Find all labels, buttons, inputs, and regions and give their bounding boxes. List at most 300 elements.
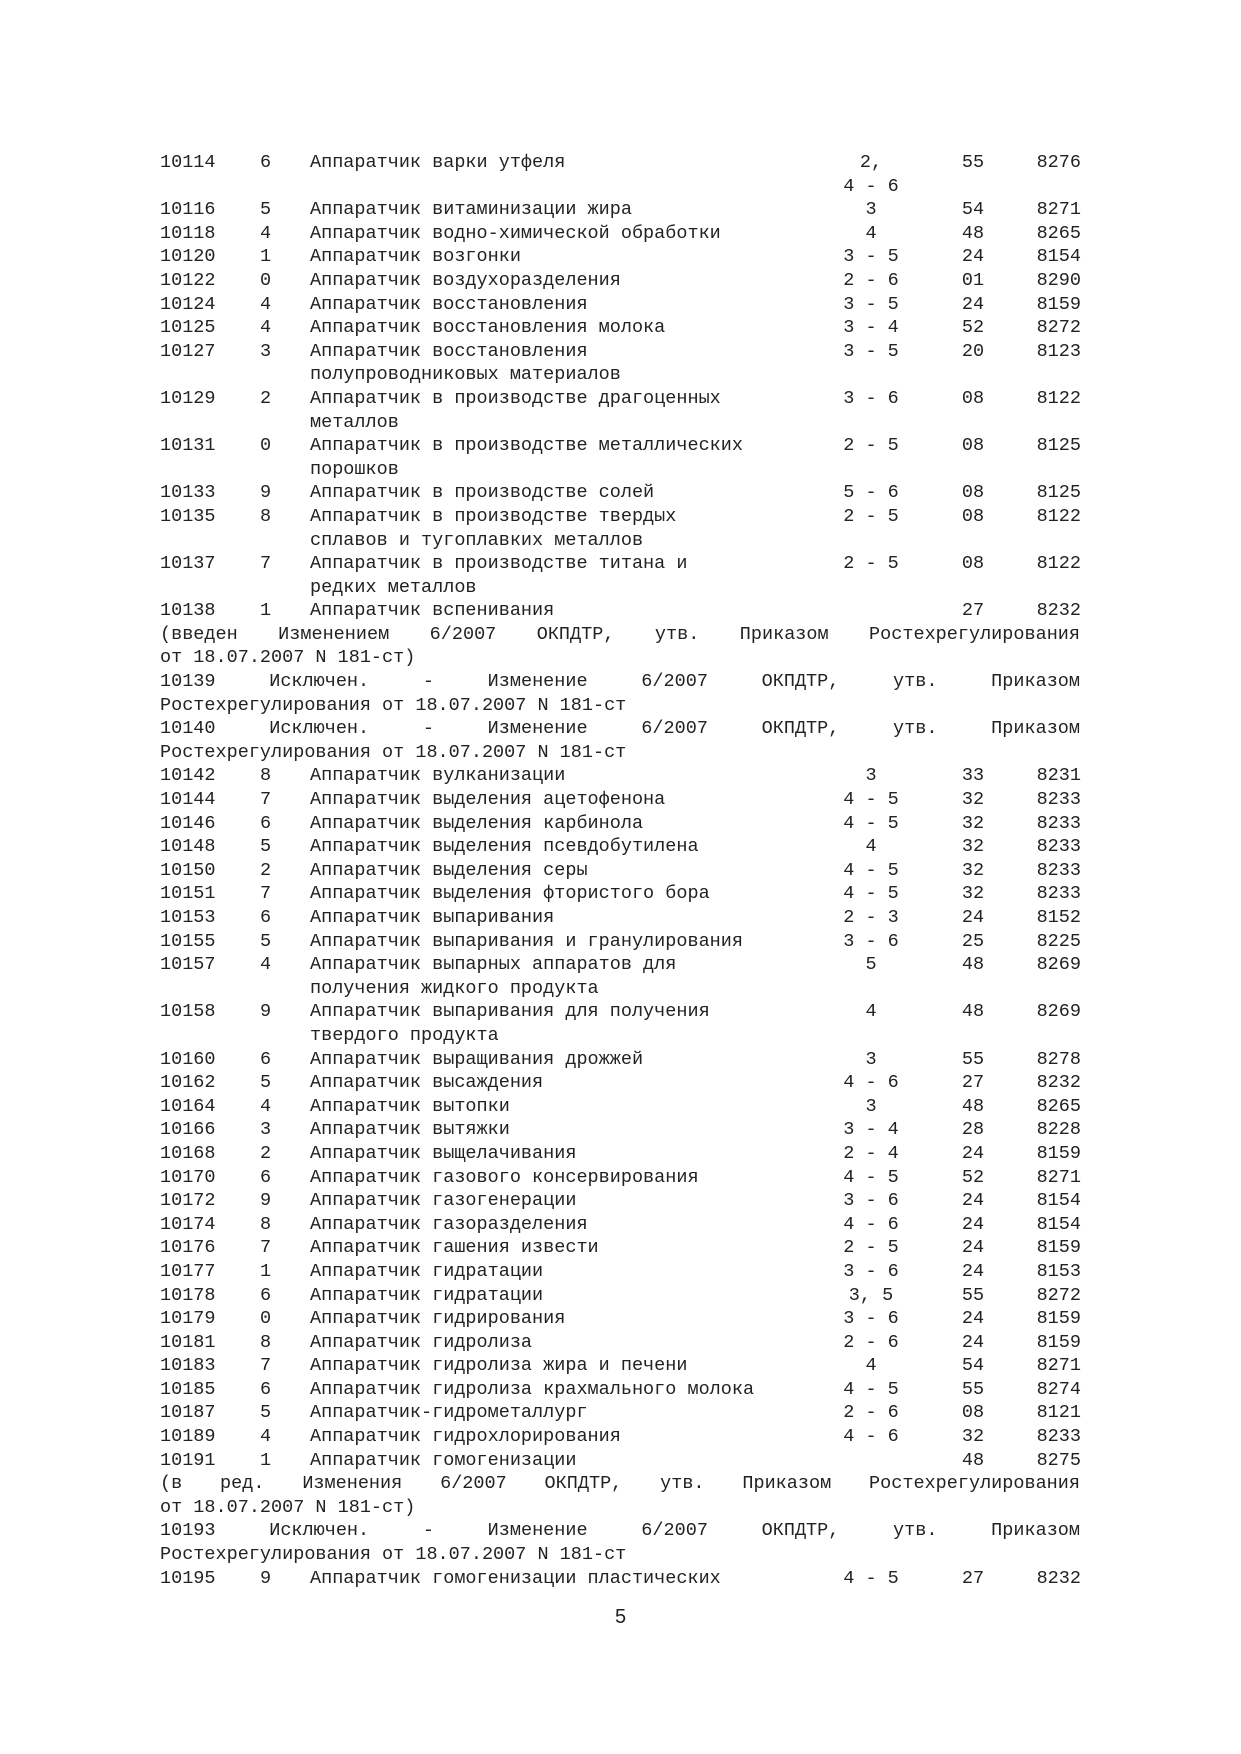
etks-issue: 32 [961, 859, 985, 881]
occupation-name: Аппаратчик в производстве солей [310, 482, 655, 504]
control-digit: 4 [260, 222, 272, 244]
grade-range: 3, 5 [848, 1284, 894, 1306]
table-row [160, 1118, 1080, 1142]
etks-issue: 55 [961, 1284, 985, 1306]
occupation-name: Аппаратчик гидролиза крахмального молока [310, 1378, 755, 1400]
occupation-code: 10124 [160, 293, 216, 315]
table-row [160, 1166, 1080, 1190]
occupation-code: 10176 [160, 1237, 216, 1259]
control-digit: 1 [260, 246, 272, 268]
occupation-name: Аппаратчик гидрохлорирования [310, 1426, 621, 1448]
occupation-name: Аппаратчик вспенивания [310, 600, 555, 622]
control-digit: 7 [260, 883, 272, 905]
occupation-code: 10168 [160, 1142, 216, 1164]
occupation-code: 10146 [160, 812, 216, 834]
control-digit: 8 [260, 1331, 272, 1353]
note-line: 10193 Исключен. - Изменение 6/2007 ОКПДТР, утв. Приказом [160, 1520, 1080, 1542]
table-row-continuation [160, 411, 1080, 435]
grade-range: 2 - 3 [843, 907, 899, 928]
occupation-code: 10157 [160, 954, 216, 976]
etks-issue: 33 [961, 765, 985, 787]
occupation-code: 10183 [160, 1355, 216, 1377]
table-row [160, 882, 1080, 906]
table-row [160, 269, 1080, 293]
grade-range: 2 - 6 [843, 1331, 899, 1353]
amendment-note [160, 717, 1080, 764]
etks-issue: 24 [961, 1331, 985, 1353]
occupation-name: Аппаратчик выпаривания [310, 907, 555, 928]
amendment-note [160, 1472, 1080, 1519]
amendment-note [160, 670, 1080, 717]
okz-code: 8233 [1036, 883, 1081, 905]
etks-issue: 25 [961, 930, 985, 952]
grade-range: 4 - 5 [843, 1567, 899, 1589]
occupation-code: 10189 [160, 1426, 216, 1448]
control-digit: 5 [260, 930, 272, 952]
table-row [160, 1284, 1080, 1308]
control-digit: 6 [260, 1166, 272, 1188]
table-row [160, 1378, 1080, 1402]
okz-code: 8152 [1036, 907, 1081, 928]
occupation-code: 10177 [160, 1260, 216, 1282]
occupation-name: получения жидкого продукта [310, 977, 599, 999]
table-row [160, 1449, 1080, 1473]
okz-code: 8233 [1036, 789, 1081, 811]
occupation-code: 10164 [160, 1095, 216, 1117]
note-line: (в ред. Изменения 6/2007 ОКПДТР, утв. Приказом Ростехрегулирования [160, 1473, 1080, 1495]
control-digit: 0 [260, 435, 272, 457]
okz-code: 8265 [1036, 1095, 1081, 1117]
control-digit: 1 [260, 1260, 272, 1282]
occupation-name: Аппаратчик выпаривания для получения [310, 1001, 710, 1023]
grade-range: 4 - 5 [843, 1378, 899, 1400]
grade-range: 3 - 5 [843, 340, 899, 362]
etks-issue: 27 [961, 1567, 985, 1589]
control-digit: 2 [260, 859, 272, 881]
occupation-code: 10174 [160, 1213, 216, 1235]
table-row-continuation [160, 1024, 1080, 1048]
control-digit: 3 [260, 1119, 272, 1141]
control-digit: 1 [260, 600, 272, 622]
table-row [160, 953, 1080, 977]
occupation-name: Аппаратчик выделения псевдобутилена [310, 836, 699, 858]
okz-code: 8125 [1036, 435, 1081, 457]
occupation-name: Аппаратчик вулканизации [310, 765, 566, 787]
etks-issue: 55 [961, 152, 985, 173]
etks-issue: 28 [961, 1119, 985, 1141]
occupation-name: Аппаратчик выщелачивания [310, 1142, 577, 1164]
table-row [160, 930, 1080, 954]
grade-range: 3 [865, 1095, 877, 1117]
etks-issue: 48 [961, 1001, 985, 1023]
occupation-name: Аппаратчик газового консервирования [310, 1166, 699, 1188]
table-row [160, 906, 1080, 930]
occupation-name: Аппаратчик гомогенизации пластических [310, 1567, 721, 1589]
control-digit: 8 [260, 1213, 272, 1235]
occupation-name: Аппаратчик выпарных аппаратов для [310, 954, 677, 976]
etks-issue: 24 [961, 246, 985, 268]
occupation-code: 10131 [160, 435, 216, 457]
control-digit: 9 [260, 1190, 272, 1212]
okz-code: 8125 [1036, 482, 1081, 504]
okz-code: 8154 [1036, 1213, 1081, 1235]
okz-code: 8272 [1036, 1284, 1081, 1306]
table-row [160, 1071, 1080, 1095]
etks-issue: 48 [961, 222, 985, 244]
note-line: Ростехрегулирования от 18.07.2007 N 181-ст [160, 741, 627, 763]
table-row-continuation [160, 576, 1080, 600]
occupation-code: 10125 [160, 317, 216, 339]
note-line: 10140 Исключен. - Изменение 6/2007 ОКПДТР, утв. Приказом [160, 718, 1080, 740]
table-row [160, 1213, 1080, 1237]
grade-range: 4 - 5 [843, 1166, 899, 1188]
grade-range: 2 - 6 [843, 269, 899, 291]
occupation-code: 10179 [160, 1308, 216, 1330]
grade-range: 2 - 6 [843, 1402, 899, 1424]
occupation-code: 10138 [160, 600, 216, 622]
control-digit: 4 [260, 317, 272, 339]
grade-range: 3 - 6 [843, 1190, 899, 1212]
occupation-code: 10181 [160, 1331, 216, 1353]
control-digit: 7 [260, 553, 272, 575]
occupation-name: Аппаратчик в производстве титана и [310, 553, 688, 575]
grade-range: 5 [865, 954, 877, 976]
etks-issue: 32 [961, 1426, 985, 1448]
okz-code: 8153 [1036, 1260, 1081, 1282]
control-digit: 4 [260, 293, 272, 315]
control-digit: 4 [260, 954, 272, 976]
grade-range: 3 [865, 765, 877, 787]
okz-code: 8232 [1036, 600, 1081, 622]
table-row [160, 1142, 1080, 1166]
control-digit: 8 [260, 765, 272, 787]
grade-range: 4 [865, 1001, 877, 1023]
occupation-code: 10170 [160, 1166, 216, 1188]
table-row [160, 1425, 1080, 1449]
etks-issue: 24 [961, 1308, 985, 1330]
control-digit: 5 [260, 1402, 272, 1424]
occupation-name: Аппаратчик вытопки [310, 1095, 510, 1117]
okz-code: 8265 [1036, 222, 1081, 244]
occupation-code: 10144 [160, 789, 216, 811]
okz-code: 8276 [1036, 152, 1081, 173]
okz-code: 8159 [1036, 293, 1081, 315]
table-row [160, 1236, 1080, 1260]
classifier-table [160, 151, 1080, 1590]
occupation-name: Аппаратчик в производстве твердых [310, 505, 677, 527]
table-row [160, 1189, 1080, 1213]
occupation-name: Аппаратчик выпаривания и гранулирования [310, 930, 743, 952]
grade-range: 3 [865, 1048, 877, 1070]
etks-issue: 32 [961, 789, 985, 811]
etks-issue: 52 [961, 1166, 985, 1188]
etks-issue: 08 [961, 435, 985, 457]
occupation-name: Аппаратчик гомогенизации [310, 1449, 577, 1471]
table-row [160, 552, 1080, 576]
okz-code: 8231 [1036, 765, 1081, 787]
occupation-name: Аппаратчик гидролиза жира и печени [310, 1355, 688, 1377]
note-line: от 18.07.2007 N 181-ст) [160, 1496, 416, 1518]
occupation-name: Аппаратчик витаминизации жира [310, 199, 632, 221]
occupation-code: 10129 [160, 387, 216, 409]
occupation-code: 10178 [160, 1284, 216, 1306]
grade-range: 4 - 6 [843, 1213, 899, 1235]
grade-range: 4 - 5 [843, 812, 899, 834]
occupation-name: порошков [310, 458, 399, 480]
occupation-name: Аппаратчик воздухоразделения [310, 269, 621, 291]
occupation-name: Аппаратчик вытяжки [310, 1119, 510, 1141]
okz-code: 8154 [1036, 246, 1081, 268]
etks-issue: 24 [961, 907, 985, 928]
table-row [160, 859, 1080, 883]
etks-issue: 32 [961, 836, 985, 858]
occupation-code: 10151 [160, 883, 216, 905]
okz-code: 8233 [1036, 1426, 1081, 1448]
control-digit: 7 [260, 1355, 272, 1377]
occupation-name: Аппаратчик выращивания дрожжей [310, 1048, 644, 1070]
occupation-name: Аппаратчик водно-химической обработки [310, 222, 721, 244]
okz-code: 8269 [1036, 954, 1081, 976]
grade-range: 4 - 6 [843, 1072, 899, 1094]
table-row [160, 245, 1080, 269]
grade-range: 4 - 5 [843, 883, 899, 905]
grade-range: 4 - 5 [843, 789, 899, 811]
grade-range: 4 [865, 222, 877, 244]
okz-code: 8233 [1036, 859, 1081, 881]
control-digit: 6 [260, 1048, 272, 1070]
control-digit: 6 [260, 812, 272, 834]
occupation-name: Аппаратчик восстановления [310, 340, 588, 362]
etks-issue: 48 [961, 954, 985, 976]
occupation-name: Аппаратчик выделения серы [310, 859, 588, 881]
etks-issue: 20 [961, 340, 985, 362]
occupation-name: Аппаратчик в производстве драгоценных [310, 387, 721, 409]
occupation-code: 10135 [160, 505, 216, 527]
control-digit: 3 [260, 340, 272, 362]
control-digit: 7 [260, 789, 272, 811]
occupation-name: Аппаратчик гидрирования [310, 1308, 566, 1330]
occupation-code: 10162 [160, 1072, 216, 1094]
occupation-code: 10133 [160, 482, 216, 504]
okz-code: 8159 [1036, 1308, 1081, 1330]
table-row [160, 599, 1080, 623]
occupation-name: твердого продукта [310, 1024, 499, 1046]
occupation-name: Аппаратчик выделения ацетофенона [310, 789, 666, 811]
occupation-code: 10120 [160, 246, 216, 268]
table-row-continuation [160, 175, 1080, 199]
occupation-code: 10185 [160, 1378, 216, 1400]
occupation-code: 10148 [160, 836, 216, 858]
page-number: 5 [614, 1606, 627, 1628]
grade-range: 2 - 5 [843, 505, 899, 527]
occupation-name: Аппаратчик восстановления [310, 293, 588, 315]
occupation-name: Аппаратчик газогенерации [310, 1190, 577, 1212]
table-row [160, 198, 1080, 222]
okz-code: 8269 [1036, 1001, 1081, 1023]
occupation-code: 10127 [160, 340, 216, 362]
control-digit: 9 [260, 482, 272, 504]
occupation-code: 10114 [160, 152, 216, 173]
okz-code: 8271 [1036, 199, 1081, 221]
table-row [160, 835, 1080, 859]
table-row [160, 1331, 1080, 1355]
occupation-name: Аппаратчик восстановления молока [310, 317, 666, 339]
etks-issue: 55 [961, 1048, 985, 1070]
table-row [160, 222, 1080, 246]
occupation-code: 10150 [160, 859, 216, 881]
okz-code: 8123 [1036, 340, 1081, 362]
grade-range: 3 - 4 [843, 1119, 899, 1141]
etks-issue: 48 [961, 1095, 985, 1117]
okz-code: 8271 [1036, 1166, 1081, 1188]
table-row [160, 1307, 1080, 1331]
etks-issue: 55 [961, 1378, 985, 1400]
grade-range: 4 - 5 [843, 859, 899, 881]
okz-code: 8121 [1036, 1402, 1081, 1424]
occupation-code: 10137 [160, 553, 216, 575]
control-digit: 4 [260, 1095, 272, 1117]
grade-range: 3 - 4 [843, 317, 899, 339]
amendment-note [160, 1519, 1080, 1566]
grade-range: 3 [865, 199, 877, 221]
okz-code: 8122 [1036, 387, 1081, 409]
occupation-code: 10118 [160, 222, 216, 244]
etks-issue: 32 [961, 812, 985, 834]
okz-code: 8275 [1036, 1449, 1081, 1471]
etks-issue: 08 [961, 553, 985, 575]
okz-code: 8272 [1036, 317, 1081, 339]
note-line: от 18.07.2007 N 181-ст) [160, 647, 416, 669]
etks-issue: 48 [961, 1449, 985, 1471]
etks-issue: 54 [961, 199, 985, 221]
control-digit: 4 [260, 1426, 272, 1448]
occupation-name: Аппаратчик гидратации [310, 1260, 544, 1282]
grade-range: 4 [865, 1355, 877, 1377]
table-row [160, 1000, 1080, 1024]
table-row-continuation [160, 529, 1080, 553]
etks-issue: 24 [961, 1142, 985, 1164]
note-line: 10139 Исключен. - Изменение 6/2007 ОКПДТР, утв. Приказом [160, 671, 1080, 693]
etks-issue: 24 [961, 1190, 985, 1212]
okz-code: 8122 [1036, 553, 1081, 575]
control-digit: 5 [260, 836, 272, 858]
control-digit: 0 [260, 269, 272, 291]
occupation-name: Аппаратчик выделения карбинола [310, 812, 644, 834]
occupation-code: 10166 [160, 1119, 216, 1141]
amendment-note [160, 623, 1080, 670]
occupation-code: 10155 [160, 930, 216, 952]
occupation-code: 10158 [160, 1001, 216, 1023]
etks-issue: 08 [961, 1402, 985, 1424]
occupation-name: полупроводниковых материалов [310, 364, 621, 386]
grade-range: 2 - 5 [843, 435, 899, 457]
okz-code: 8122 [1036, 505, 1081, 527]
occupation-name: Аппаратчик возгонки [310, 246, 521, 268]
grade-range: 3 - 5 [843, 293, 899, 315]
table-row [160, 505, 1080, 529]
grade-range: 3 - 6 [843, 387, 899, 409]
control-digit: 6 [260, 1378, 272, 1400]
table-row [160, 1048, 1080, 1072]
table-row [160, 316, 1080, 340]
grade-range: 5 - 6 [843, 482, 899, 504]
control-digit: 6 [260, 907, 272, 928]
occupation-code: 10122 [160, 269, 216, 291]
etks-issue: 24 [961, 1260, 985, 1282]
note-line: (введен Изменением 6/2007 ОКПДТР, утв. Приказом Ростехрегулирования [160, 623, 1080, 645]
table-row-continuation [160, 458, 1080, 482]
table-row [160, 1567, 1080, 1591]
table-row [160, 788, 1080, 812]
occupation-name: редких металлов [310, 576, 477, 598]
occupation-name: металлов [310, 411, 399, 433]
grade-range: 2 - 5 [843, 553, 899, 575]
etks-issue: 27 [961, 1072, 985, 1094]
occupation-name: Аппаратчик высаждения [310, 1072, 544, 1094]
okz-code: 8225 [1036, 930, 1081, 952]
occupation-name: сплавов и тугоплавких металлов [310, 529, 644, 551]
grade-range: 2, [859, 152, 883, 173]
occupation-code: 10191 [160, 1449, 216, 1471]
control-digit: 2 [260, 1142, 272, 1164]
okz-code: 8271 [1036, 1355, 1081, 1377]
okz-code: 8159 [1036, 1142, 1081, 1164]
etks-issue: 24 [961, 1237, 985, 1259]
occupation-name: Аппаратчик гидратации [310, 1284, 544, 1306]
okz-code: 8232 [1036, 1567, 1081, 1589]
okz-code: 8290 [1036, 269, 1081, 291]
control-digit: 0 [260, 1308, 272, 1330]
etks-issue: 52 [961, 317, 985, 339]
occupation-code: 10160 [160, 1048, 216, 1070]
occupation-name: Аппаратчик варки утфеля [310, 152, 566, 173]
occupation-name: Аппаратчик газоразделения [310, 1213, 588, 1235]
etks-issue: 08 [961, 482, 985, 504]
control-digit: 9 [260, 1001, 272, 1023]
table-row [160, 1354, 1080, 1378]
etks-issue: 24 [961, 1213, 985, 1235]
occupation-code: 10195 [160, 1567, 216, 1589]
control-digit: 5 [260, 1072, 272, 1094]
occupation-name: Аппаратчик в производстве металлических [310, 435, 743, 457]
okz-code: 8159 [1036, 1237, 1081, 1259]
control-digit: 9 [260, 1567, 272, 1589]
table-row [160, 764, 1080, 788]
grade-range: 3 - 6 [843, 930, 899, 952]
control-digit: 2 [260, 387, 272, 409]
etks-issue: 08 [961, 387, 985, 409]
table-row [160, 387, 1080, 411]
table-row [160, 1401, 1080, 1425]
grade-range: 3 - 6 [843, 1260, 899, 1282]
table-row [160, 293, 1080, 317]
note-line: Ростехрегулирования от 18.07.2007 N 181-ст [160, 694, 627, 716]
okz-code: 8274 [1036, 1378, 1081, 1400]
etks-issue: 27 [961, 600, 985, 622]
okz-code: 8159 [1036, 1331, 1081, 1353]
etks-issue: 08 [961, 505, 985, 527]
table-row [160, 340, 1080, 364]
control-digit: 8 [260, 505, 272, 527]
okz-code: 8228 [1036, 1119, 1081, 1141]
grade-range: 3 - 5 [843, 246, 899, 268]
occupation-name: Аппаратчик гидролиза [310, 1331, 533, 1353]
okz-code: 8233 [1036, 812, 1081, 834]
okz-code: 8233 [1036, 836, 1081, 858]
grade-range: 4 [865, 836, 877, 858]
table-row [160, 812, 1080, 836]
occupation-code: 10172 [160, 1190, 216, 1212]
